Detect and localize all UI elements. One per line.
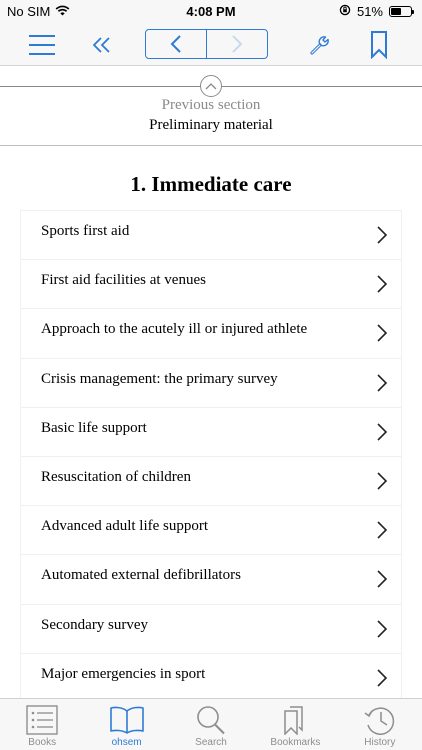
list-item-label: Major emergencies in sport — [41, 665, 206, 682]
list-item[interactable] — [21, 654, 401, 703]
page-nav-segment — [145, 29, 268, 59]
list-item[interactable] — [21, 260, 401, 309]
next-page-button[interactable] — [207, 30, 268, 58]
open-book-icon — [107, 704, 147, 736]
tab-history[interactable] — [338, 699, 422, 750]
list-icon — [22, 704, 62, 736]
tab-label: Books — [28, 737, 57, 748]
tab-bookmarks[interactable] — [253, 699, 337, 750]
previous-page-button[interactable] — [146, 30, 207, 58]
previous-section-title: Preliminary material — [149, 117, 273, 133]
tab-label: History — [364, 737, 396, 748]
list-item-label: Secondary survey — [41, 616, 149, 633]
chevron-right-icon — [375, 225, 389, 245]
tab-search[interactable] — [169, 699, 253, 750]
chevron-right-icon — [375, 373, 389, 393]
first-page-button[interactable] — [88, 30, 116, 60]
list-item-label: Advanced adult life support — [41, 518, 209, 535]
chevron-right-icon — [375, 471, 389, 491]
list-item[interactable] — [21, 605, 401, 654]
chevron-right-icon — [231, 35, 243, 53]
double-chevron-left-icon — [93, 37, 111, 53]
bookmark-icon — [370, 31, 388, 59]
battery-fill — [391, 8, 401, 15]
chevron-right-icon — [375, 274, 389, 294]
topic-list — [20, 210, 402, 703]
previous-section-link[interactable] — [0, 66, 422, 146]
toolbar — [0, 24, 422, 66]
chevron-right-icon — [375, 668, 389, 688]
status-bar — [0, 0, 422, 24]
list-item[interactable] — [21, 309, 401, 358]
chevron-right-icon — [375, 619, 389, 639]
list-item-label: Crisis management: the primary survey — [41, 370, 278, 387]
chevron-left-icon — [170, 35, 182, 53]
menu-button[interactable] — [26, 30, 58, 60]
tab-label: Search — [195, 737, 227, 748]
carrier-label: No SIM — [7, 4, 51, 19]
list-item-label: Approach to the acutely ill or injured athlete — [41, 321, 308, 338]
chapter-title: 1. Immediate care — [130, 172, 292, 196]
list-item[interactable] — [21, 211, 401, 260]
previous-section-label: Previous section — [161, 97, 261, 113]
chevron-right-icon — [375, 520, 389, 540]
status-time: 4:08 PM — [186, 4, 236, 19]
list-item[interactable] — [21, 457, 401, 506]
orientation-lock-icon — [339, 4, 351, 19]
battery-percent: 51% — [356, 4, 383, 19]
tab-label: Bookmarks — [270, 737, 321, 748]
list-item[interactable] — [21, 506, 401, 555]
list-item[interactable] — [21, 555, 401, 604]
settings-button[interactable] — [306, 30, 334, 60]
list-item-label: Resuscitation of children — [41, 468, 191, 485]
tab-label: ohsem — [111, 737, 142, 748]
list-item[interactable] — [21, 359, 401, 408]
list-item-label: Basic life support — [41, 419, 147, 436]
status-right — [339, 4, 412, 19]
bookmark-button[interactable] — [367, 29, 391, 61]
tab-bar — [0, 698, 422, 750]
list-item-label: Automated external defibrillators — [41, 567, 241, 584]
history-clock-icon — [360, 704, 400, 736]
bookmarks-icon — [275, 704, 315, 736]
battery-icon — [389, 6, 412, 17]
chevron-right-icon — [375, 323, 389, 343]
list-item-label: First aid facilities at venues — [41, 272, 206, 289]
chevron-right-icon — [375, 422, 389, 442]
list-item-label: Sports first aid — [41, 223, 130, 239]
wrench-icon — [309, 34, 331, 56]
list-item[interactable] — [21, 408, 401, 457]
chevron-right-icon — [375, 569, 389, 589]
tab-books[interactable] — [0, 699, 84, 750]
search-icon — [191, 704, 231, 736]
menu-icon — [28, 34, 56, 56]
chevron-up-icon — [200, 75, 222, 97]
tab-ohsem[interactable] — [84, 699, 168, 750]
